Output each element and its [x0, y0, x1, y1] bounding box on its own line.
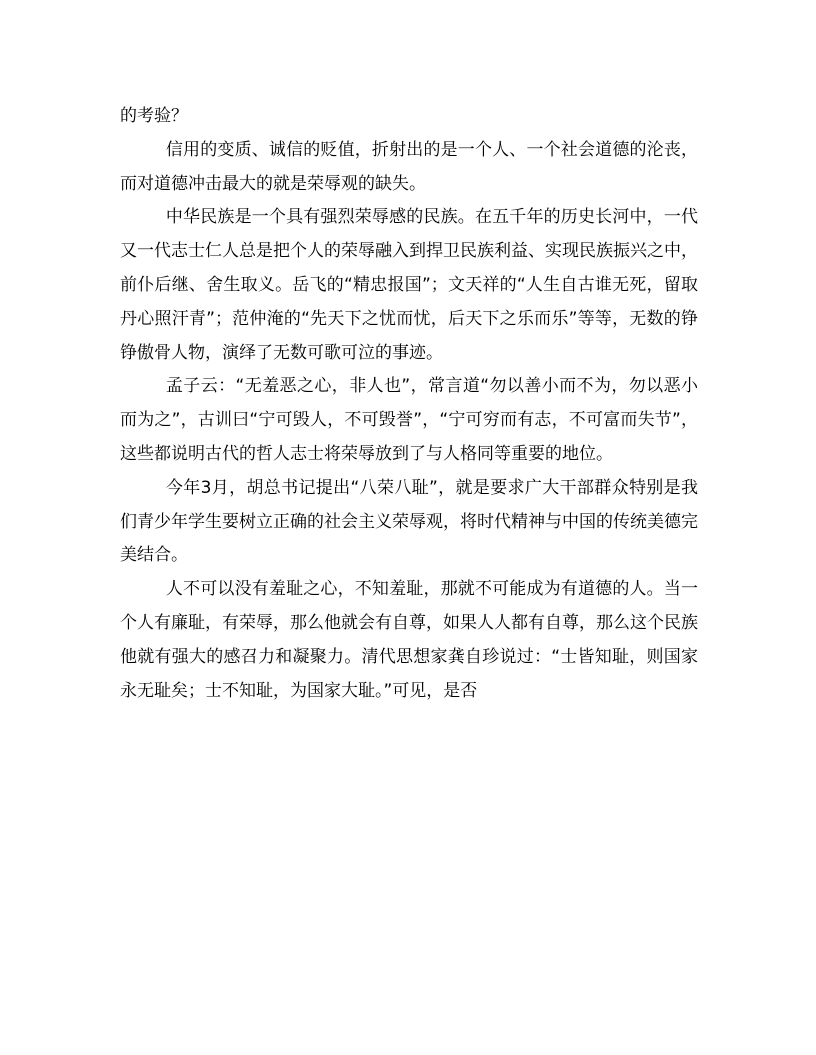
paragraph-5: 今年3月，胡总书记提出“八荣八耻”，就是要求广大干部群众特别是我们青少年学生要树立正确的社会主义荣辱观，将时代精神与中国的传统美德完美结合。	[120, 477, 698, 566]
paragraph-1: 的考验？	[120, 106, 188, 126]
paragraph-6: 人不可以没有羞耻之心，不知羞耻，那就不可能成为有道德的人。当一个人有廉耻，有荣辱，那么他就会有自尊，如果人人都有自尊，那么这个民族他就有强大的感召力和凝聚力。清代思想家龚自珍说过：“士皆知耻，则国家永无耻矣；士不知耻，为国家大耻。”可见，是否	[120, 579, 698, 701]
paragraph-2: 信用的变质、诚信的贬值，折射出的是一个人、一个社会道德的沦丧，而对道德冲击最大的就是荣辱观的缺失。	[120, 139, 698, 194]
paragraph-4: 孟子云：“无羞恶之心，非人也”，常言道“勿以善小而不为，勿以恶小而为之”，古训曰“宁可毁人，不可毁誉”，“宁可穷而有志，不可富而失节”，这些都说明古代的哲人志士将荣辱放到了与人格同等重要的地位。	[120, 376, 698, 464]
document-body	[120, 100, 698, 708]
paragraph-3: 中华民族是一个具有强烈荣辱感的民族。在五千年的历史长河中，一代又一代志士仁人总是把个人的荣辱融入到捍卫民族利益、实现民族振兴之中，前仆后继、舍生取义。岳飞的“精忠报国”；文天祥的“人生自古谁无死，留取丹心照汗青”；范仲淹的“先天下之忧而忧，后天下之乐而乐”等等，无数的铮铮傲骨人物，演绎了无数可歌可泣的事迹。	[120, 207, 698, 363]
